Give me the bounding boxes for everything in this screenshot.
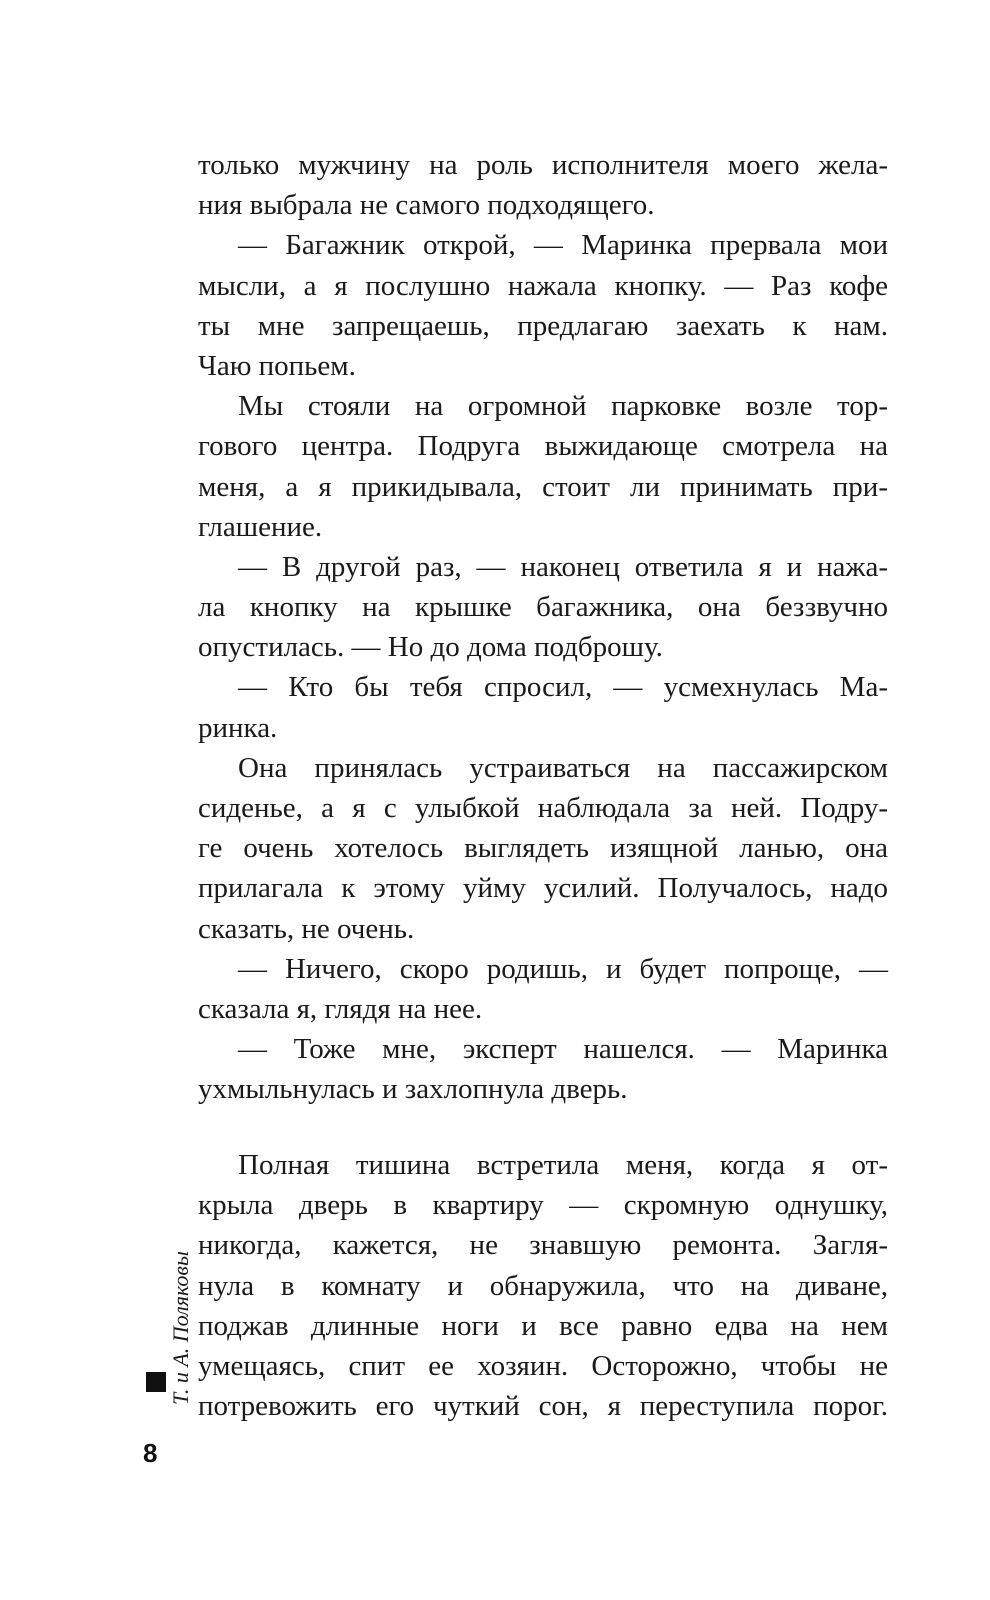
text-line: глашение. bbox=[198, 510, 323, 543]
text-line: меня, а я прикидывала, стоит ли принимать при- bbox=[198, 470, 888, 503]
text-line: никогда, кажется, не знавшую ремонта. Загля- bbox=[198, 1229, 888, 1262]
text-line: крыла дверь в квартиру — скромную однушку, bbox=[198, 1189, 888, 1222]
text-line: ла кнопку на крышке багажника, она беззвучно bbox=[198, 591, 888, 624]
text-line: опустилась. — Но до дома подброшу. bbox=[198, 631, 663, 664]
text-line: Мы стояли на огромной парковке возле тор- bbox=[238, 390, 888, 423]
text-line: ты мне запрещаешь, предлагаю заехать к нам. bbox=[198, 309, 888, 342]
text-block-upper bbox=[198, 145, 888, 1110]
text-line: — Кто бы тебя спросил, — усмехнулась Ма- bbox=[238, 671, 888, 704]
text-line: — Ничего, скоро родишь, и будет попроще, — bbox=[238, 952, 888, 985]
text-line: Полная тишина встретила меня, когда я от- bbox=[238, 1149, 888, 1181]
text-line: ния выбрала не самого подходящего. bbox=[198, 189, 655, 222]
text-line: умещаясь, спит ее хозяин. Осторожно, чтобы не bbox=[198, 1349, 888, 1382]
text-line: ге очень хотелось выглядеть изящной ланью, она bbox=[198, 832, 888, 865]
running-head-author: Т. и А. Поляковы bbox=[168, 1251, 193, 1405]
text-line: — Багажник открой, — Маринка прервала мои bbox=[238, 229, 888, 262]
text-line: нула в комнату и обнаружила, что на диване, bbox=[198, 1269, 888, 1302]
text-line: сказала я, глядя на нее. bbox=[198, 992, 483, 1025]
text-line: только мужчину на роль исполнителя моего жела- bbox=[198, 149, 888, 181]
text-line: Чаю попьем. bbox=[198, 349, 356, 382]
section-marker-square bbox=[146, 1372, 166, 1392]
text-line: сиденье, а я с улыбкой наблюдала за ней. Подру- bbox=[198, 792, 888, 824]
text-block-lower bbox=[198, 1145, 888, 1426]
text-line: Она принялась устраиваться на пассажирском bbox=[238, 751, 888, 784]
text-line: поджав длинные ноги и все равно едва на нем bbox=[198, 1309, 888, 1342]
text-line: — Тоже мне, эксперт нашелся. — Маринка bbox=[238, 1033, 888, 1066]
text-line: гового центра. Подруга выжидающе смотрела на bbox=[198, 430, 888, 463]
page-number: 8 bbox=[143, 1438, 158, 1468]
text-line: мысли, а я послушно нажала кнопку. — Раз кофе bbox=[198, 269, 888, 302]
text-line: прилагала к этому уйму усилий. Получалось, надо bbox=[198, 872, 888, 905]
text-line: сказать, не очень. bbox=[198, 912, 415, 945]
text-line: — В другой раз, — наконец ответила я и нажа- bbox=[238, 550, 888, 583]
text-line: ухмыльнулась и захлопнула дверь. bbox=[198, 1073, 628, 1106]
text-line: потревожить его чуткий сон, я переступила порог. bbox=[198, 1390, 888, 1423]
text-line: ринка. bbox=[198, 711, 278, 744]
